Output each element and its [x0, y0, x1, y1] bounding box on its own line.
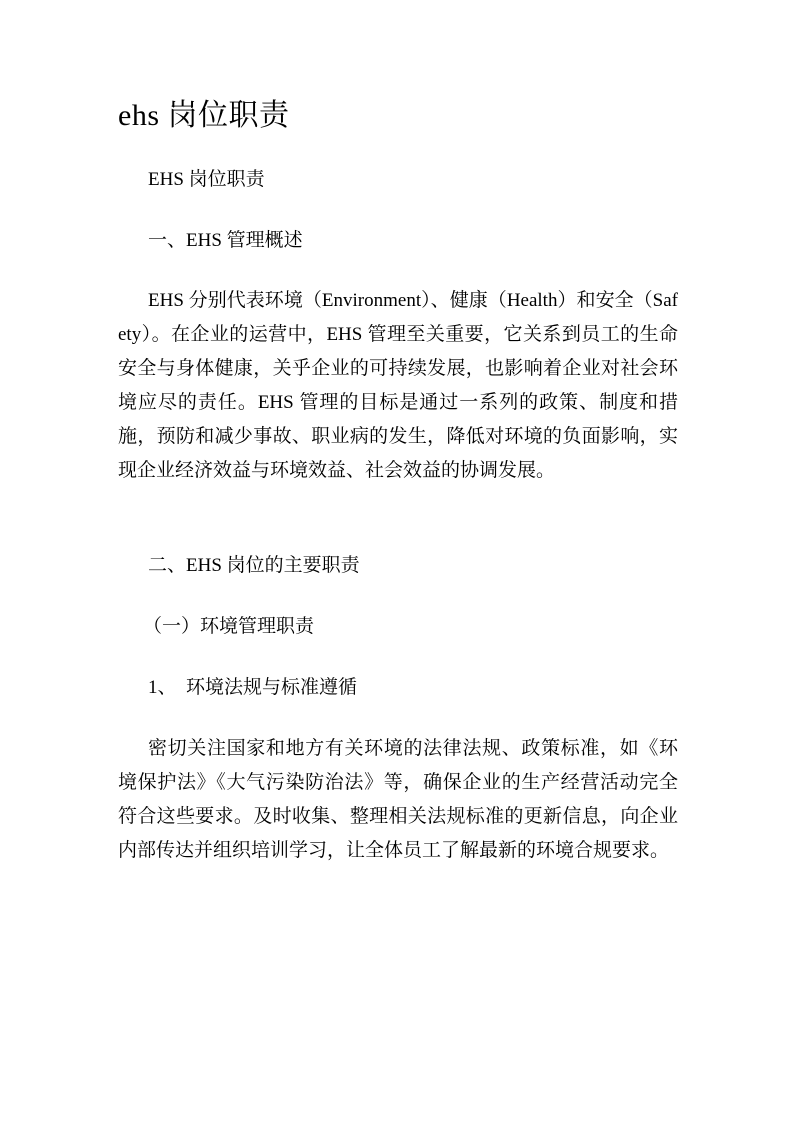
document-title: ehs 岗位职责: [118, 99, 290, 132]
overview-paragraph: EHS 分别代表环境（Environment）、健康（Health）和安全（Safety）。在企业的运营中，EHS 管理至关重要，它关系到员工的生命安全与身体健康，关乎企业的可持续发展，也影响着企业对社会环境应尽的责任。EHS 管理的目标是通过一系列的政策、制度和措施，预防和减少事故、职业病的发生，降低对环境的负面影响，实现企业经济效益与环境效益、社会效益的协调发展。: [118, 290, 678, 481]
document-subtitle: EHS 岗位职责: [148, 169, 265, 190]
subsection-heading-environment: （一）环境管理职责: [143, 616, 315, 637]
regulations-paragraph: 密切关注国家和地方有关环境的法律法规、政策标准，如《环境保护法》《大气污染防治法》等，确保企业的生产经营活动完全符合这些要求。及时收集、整理相关法规标准的更新信息，向企业内部传达并组织培训学习，让全体员工了解最新的环境合规要求。: [118, 738, 678, 861]
section-heading-overview: 一、EHS 管理概述: [148, 230, 303, 251]
item-heading-regulations: 1、 环境法规与标准遵循: [148, 677, 358, 698]
section-heading-duties: 二、EHS 岗位的主要职责: [148, 555, 360, 576]
